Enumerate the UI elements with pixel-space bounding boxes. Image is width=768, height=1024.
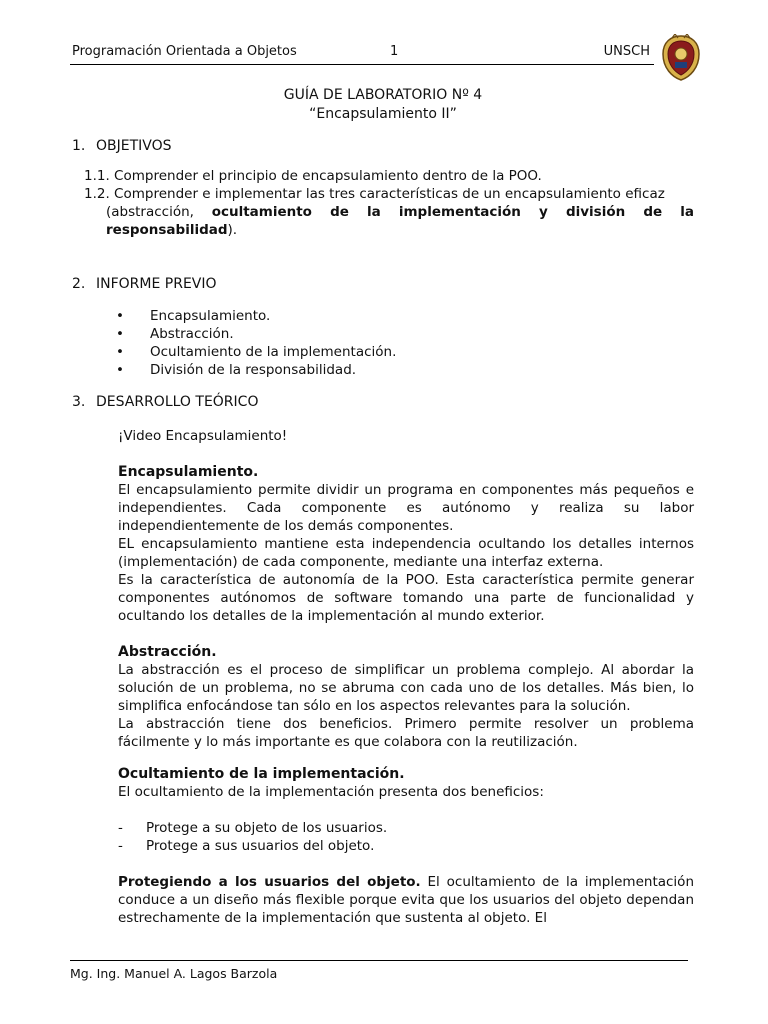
page-footer	[70, 960, 688, 981]
encapsulamiento-heading: Encapsulamiento.	[118, 464, 259, 480]
section-objetivos-heading	[72, 137, 694, 156]
institution-name: UNSCH	[603, 44, 650, 59]
objective-2-open: (abstracción,	[106, 204, 194, 220]
protegiendo-bold-lead: Protegiendo a los usuarios del objeto.	[118, 874, 421, 890]
paragraph: La abstracción tiene dos beneficios. Primero permite resolver un problema fácilmente y lo más importante es que colabora con la reutilización.	[118, 716, 694, 750]
informe-bullet-list	[72, 307, 694, 379]
section-number: 2.	[72, 276, 86, 292]
document-body	[72, 86, 694, 927]
university-seal-icon	[660, 34, 702, 82]
section-number: 3.	[72, 394, 86, 410]
ocultamiento-heading: Ocultamiento de la implementación.	[118, 766, 405, 782]
paragraph: El ocultamiento de la implementación presenta dos beneficios:	[118, 784, 544, 800]
section-informe-heading	[72, 275, 694, 294]
list-item: - Protege a su objeto de los usuarios.	[118, 819, 694, 837]
section-title: INFORME PREVIO	[96, 276, 217, 292]
objectives-list	[72, 167, 694, 239]
objective-2-close: ).	[227, 222, 238, 238]
page-header	[70, 42, 654, 65]
paragraph: Es la característica de autonomía de la POO. Esta característica permite generar componentes autónomos de software tomando una parte de funcionalidad y ocultando los detalles de la implementación al mundo exterior.	[118, 572, 694, 624]
course-title: Programación Orientada a Objetos	[72, 44, 297, 59]
paragraph: El encapsulamiento permite dividir un programa en componentes más pequeños e independientes. Cada componente es autónomo y realiza su labor independientemente de los demás componentes.	[118, 482, 694, 534]
protegiendo-text: El ocultamiento de la implementación conduce a un diseño más flexible porque evita que los usuarios del objeto dependan estrechamente de la implementación que sustenta al objeto. El	[118, 874, 694, 926]
benefits-dash-list	[118, 819, 694, 855]
list-item: • Ocultamiento de la implementación.	[116, 343, 694, 361]
video-link-text: ¡Video Encapsulamiento!	[118, 428, 288, 444]
list-item: • Abstracción.	[116, 325, 694, 343]
list-item: - Protege a sus usuarios del objeto.	[118, 837, 694, 855]
list-item: • Encapsulamiento.	[116, 307, 694, 325]
abstraccion-heading: Abstracción.	[118, 644, 217, 660]
section-title: DESARROLLO TEÓRICO	[96, 394, 259, 410]
objective-2-text: 1.2. Comprender e implementar las tres características de un encapsulamiento eficaz	[84, 186, 665, 202]
objective-2-continuation	[84, 203, 694, 239]
paragraph: La abstracción es el proceso de simplificar un problema complejo. Al abordar la solución de un problema, no se abruma con cada uno de los detalles. Más bien, lo simplifica enfocándose tan sólo en los aspectos relevantes para la solución.	[118, 662, 694, 714]
section-number: 1.	[72, 138, 86, 154]
paragraph	[118, 873, 694, 927]
list-item: • División de la responsabilidad.	[116, 361, 694, 379]
objective-2	[84, 185, 694, 239]
desarrollo-body	[72, 412, 694, 927]
objective-1: 1.1. Comprender el principio de encapsulamiento dentro de la POO.	[84, 168, 542, 184]
paragraph: EL encapsulamiento mantiene esta independencia ocultando los detalles internos (implementación) de cada componente, mediante una interfaz externa.	[118, 536, 694, 570]
page-number: 1	[390, 44, 399, 59]
author-name: Mg. Ing. Manuel A. Lagos Barzola	[70, 966, 278, 981]
section-desarrollo-heading	[72, 393, 694, 412]
lab-guide-subtitle: “Encapsulamiento II”	[309, 106, 457, 122]
objective-2-bold: ocultamiento de la implementación y división de la responsabilidad	[106, 204, 695, 238]
section-title: OBJETIVOS	[96, 138, 172, 154]
lab-guide-title: GUÍA DE LABORATORIO Nº 4	[283, 87, 483, 103]
